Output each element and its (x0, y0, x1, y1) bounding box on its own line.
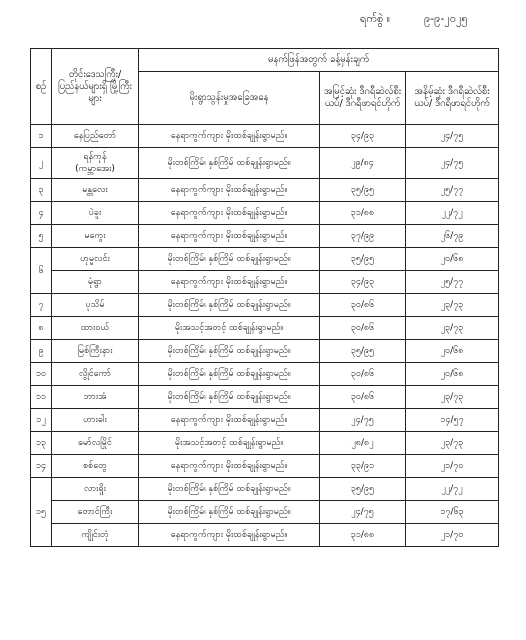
max-temperature: ၃၄/၉၃ (320, 271, 406, 294)
min-temperature: ၂၆/၇၉ (406, 225, 499, 248)
max-temperature: ၃၅/၉၅ (320, 340, 406, 363)
min-temperature: ၂၃/၇၃ (406, 294, 499, 317)
column-header-no: စဉ် (31, 49, 52, 125)
city-name: နေပြည်တော် (52, 125, 139, 148)
max-temperature: ၃၄/၉၃ (320, 125, 406, 148)
min-temperature: ၂၄/၇၅ (406, 125, 499, 148)
max-temperature: ၃၀/၈၆ (320, 363, 406, 386)
weather-condition: မိုးတစ်ကြိမ်၊ နှစ်ကြိမ် ထစ်ချုန်းရွာမည်။ (139, 294, 320, 317)
max-temperature: ၂၉/၈၄ (320, 148, 406, 179)
column-header-weather: မိုးရွာသွန်းမှုအခြေအနေ (139, 72, 320, 125)
weather-condition: မိုးတစ်ကြိမ်၊ နှစ်ကြိမ် ထစ်ချုန်းရွာမည်။ (139, 340, 320, 363)
date-label: ရက်စွဲ ။ (360, 12, 391, 25)
city-name: လွိုင်ကော် (52, 363, 139, 386)
weather-condition: နေရာကွက်ကျား မိုးထစ်ချုန်းရွာမည်။ (139, 202, 320, 225)
weather-condition: နေရာကွက်ကျား မိုးထစ်ချုန်းရွာမည်။ (139, 409, 320, 432)
min-temperature: ၂၂/၇၂ (406, 202, 499, 225)
city-name: မြစ်ကြီးနား (52, 340, 139, 363)
table-row (31, 409, 499, 432)
city-name: ရန်ကုန် (83, 152, 107, 162)
row-number: ၁၃ (31, 432, 52, 455)
city-name: မန္တလေး (52, 179, 139, 202)
weather-condition: မိုးတစ်ကြိမ်၊ နှစ်ကြိမ် ထစ်ချုန်းရွာမည်။ (139, 386, 320, 409)
min-temperature: ၂၀/၆၈ (406, 248, 499, 271)
table-row (31, 202, 499, 225)
city-name: မကွေး (52, 225, 139, 248)
city-name: ဟုမ္မလင်း (52, 248, 139, 271)
table-row (31, 317, 499, 340)
date-value: ၉-၉-၂၀၂၅ (424, 12, 468, 25)
row-number: ၁ (31, 125, 52, 148)
weather-condition: မိုးတစ်ကြိမ်၊ နှစ်ကြိမ် ထစ်ချုန်းရွာမည်။ (139, 363, 320, 386)
min-temperature: ၂၃/၇၃ (406, 432, 499, 455)
city-name: ကျိုင်းတုံ (52, 524, 139, 547)
city-name: မုံရွာ (52, 271, 139, 294)
min-temperature: ၂၂/၇၂ (406, 478, 499, 501)
city-name: ဟားခါး (52, 409, 139, 432)
min-temperature: ၂၃/၇၃ (406, 386, 499, 409)
table-row (31, 148, 499, 179)
min-temperature: ၂၃/၇၃ (406, 317, 499, 340)
max-temperature: ၃၅/၉၅ (320, 478, 406, 501)
row-number: ၁၂ (31, 409, 52, 432)
row-number: ၁၅ (31, 478, 52, 547)
max-temperature: ၃၁/၈၈ (320, 524, 406, 547)
weather-condition: နေရာကွက်ကျား မိုးထစ်ချုန်းရွာမည်။ (139, 455, 320, 478)
city-name: ပုသိမ် (52, 294, 139, 317)
report-date (360, 12, 510, 28)
row-number: ၄ (31, 202, 52, 225)
max-temperature: ၃၀/၈၆ (320, 317, 406, 340)
weather-condition: နေရာကွက်ကျား မိုးထစ်ချုန်းရွာမည်။ (139, 271, 320, 294)
min-temperature: ၂၅/၇၇ (406, 271, 499, 294)
weather-condition: မိုးတစ်ကြိမ်၊ နှစ်ကြိမ် ထစ်ချုန်းရွာမည်။ (139, 248, 320, 271)
table-row (31, 248, 499, 271)
city-name: လားရှိုး (52, 478, 139, 501)
weather-condition: မိုးတစ်ကြိမ်၊ နှစ်ကြိမ် ထစ်ချုန်းရွာမည်။ (139, 501, 320, 524)
weather-condition: မိုးတစ်ကြိမ်၊ နှစ်ကြိမ် ထစ်ချုန်းရွာမည်။ (139, 478, 320, 501)
column-group-forecast: မနက်ဖြန်အတွက် ခန့်မှန်းချက် (139, 49, 499, 72)
min-temperature: ၂၄/၇၅ (406, 148, 499, 179)
row-number: ၆ (31, 248, 52, 294)
city-name: ထားဝယ် (52, 317, 139, 340)
max-temperature: ၂၄/၇၅ (320, 409, 406, 432)
weather-condition: နေရာကွက်ကျား မိုးထစ်ချုန်းရွာမည်။ (139, 225, 320, 248)
row-number: ၇ (31, 294, 52, 317)
table-row (31, 386, 499, 409)
city-name: စစ်တွေ (52, 455, 139, 478)
min-temperature: ၂၀/၆၈ (406, 363, 499, 386)
row-number: ၁၄ (31, 455, 52, 478)
row-number: ၁၁ (31, 386, 52, 409)
table-row (31, 340, 499, 363)
table-row (31, 432, 499, 455)
min-temperature: ၂၁/၇၀ (406, 524, 499, 547)
table-row (31, 501, 499, 524)
table-row (31, 294, 499, 317)
max-temperature: ၂၈/၈၂ (320, 432, 406, 455)
weather-condition: နေရာကွက်ကျား မိုးထစ်ချုန်းရွာမည်။ (139, 125, 320, 148)
max-temperature: ၃၀/၈၆ (320, 386, 406, 409)
max-temperature: ၃၀/၈၆ (320, 294, 406, 317)
weather-condition: မိုးတစ်ကြိမ်၊ နှစ်ကြိမ် ထစ်ချုန်းရွာမည်။ (139, 148, 320, 179)
min-temperature: ၂၀/၆၈ (406, 340, 499, 363)
min-temperature: ၂၅/၇၇ (406, 179, 499, 202)
row-number: ၂ (31, 148, 52, 179)
min-temperature: ၁၄/၅၇ (406, 409, 499, 432)
row-number: ၈ (31, 317, 52, 340)
weather-condition: မိုးအသင့်အတင့် ထစ်ချုန်းရွာမည်။ (139, 432, 320, 455)
column-header-min-temp: အနိမ့်ဆုံး ဒီဂရီဆဲလ်စီးယပ်/ ဒီဂရီဖာရင်ဟိုက် (406, 72, 499, 125)
table-row (31, 363, 499, 386)
forecast-table (30, 48, 499, 547)
max-temperature: ၃၇/၉၉ (320, 225, 406, 248)
table-row (31, 455, 499, 478)
weather-condition: မိုးအသင့်အတင့် ထစ်ချုန်းရွာမည်။ (139, 317, 320, 340)
weather-condition: နေရာကွက်ကျား မိုးထစ်ချုန်းရွာမည်။ (139, 524, 320, 547)
max-temperature: ၂၄/၇၅ (320, 501, 406, 524)
max-temperature: ၃၅/၉၅ (320, 248, 406, 271)
row-number: ၉ (31, 340, 52, 363)
city-subname: (ကမ္ဘာအေး) (75, 164, 115, 174)
row-number: ၁၀ (31, 363, 52, 386)
city-name: မော်လမြိုင် (52, 432, 139, 455)
max-temperature: ၃၃/၉၁ (320, 455, 406, 478)
table-row (31, 225, 499, 248)
city-cell (52, 148, 139, 179)
city-name: ပဲခူး (52, 202, 139, 225)
column-header-city: တိုင်းဒေသကြီး/ ပြည်နယ်များရှိ မြို့ကြီးများ (52, 49, 139, 125)
min-temperature: ၂၁/၇၀ (406, 455, 499, 478)
column-header-max-temp: အမြင့်ဆုံး ဒီဂရီဆဲလ်စီးယပ်/ ဒီဂရီဖာရင်ဟိုက် (320, 72, 406, 125)
weather-condition: နေရာကွက်ကျား မိုးထစ်ချုန်းရွာမည်။ (139, 179, 320, 202)
row-number: ၃ (31, 179, 52, 202)
min-temperature: ၁၇/၆၃ (406, 501, 499, 524)
row-number: ၅ (31, 225, 52, 248)
max-temperature: ၃၅/၉၅ (320, 179, 406, 202)
city-name: ဘားအံ (52, 386, 139, 409)
city-name: တောင်ကြီး (52, 501, 139, 524)
table-row (31, 179, 499, 202)
table-row (31, 478, 499, 501)
table-row (31, 271, 499, 294)
table-row (31, 524, 499, 547)
max-temperature: ၃၁/၈၈ (320, 202, 406, 225)
table-row (31, 125, 499, 148)
